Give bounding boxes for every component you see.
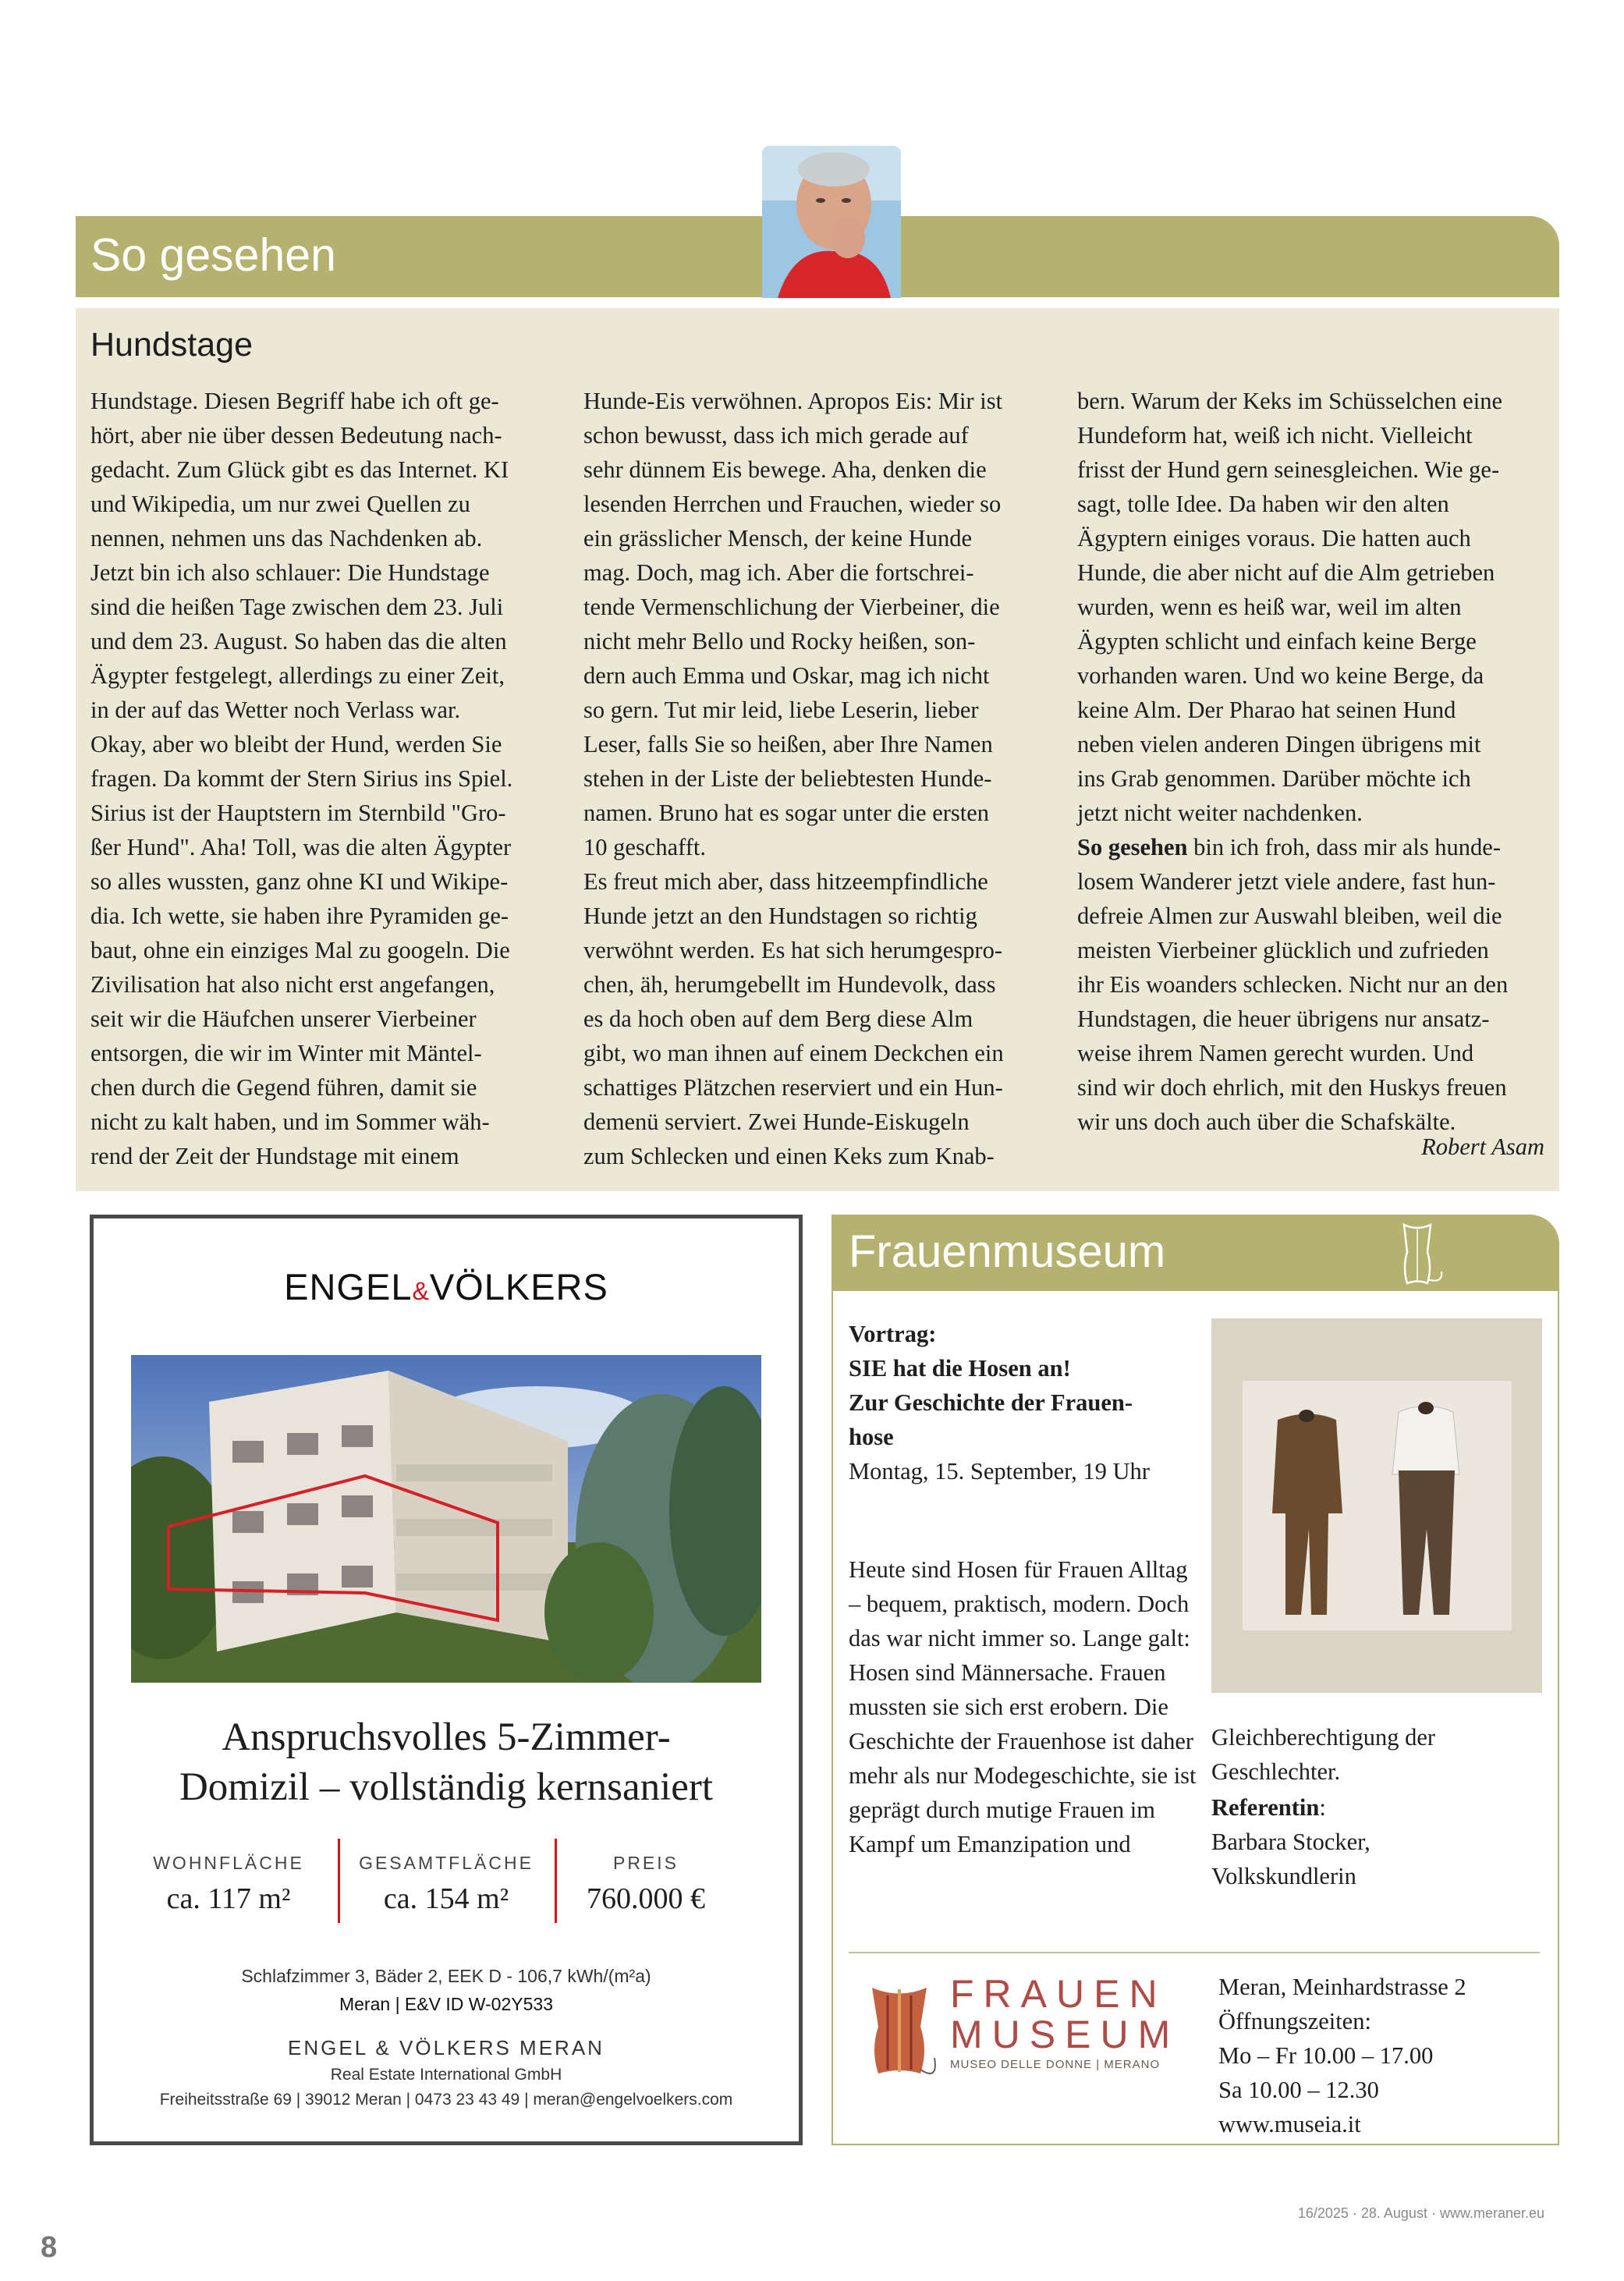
event-subtitle: Zur Geschichte der Frauen- xyxy=(849,1389,1133,1416)
event-intro xyxy=(849,1317,1200,1488)
stat-living-area xyxy=(119,1853,338,1916)
article-column-2: Hunde-Eis verwöhnen. Apropos Eis: Mir ist schon bewusst, dass ich mich gerade auf sehr dünnem Eis bewege. Aha, denken die lesenden Herrchen und Frauchen, wieder so ein grässlicher Mensch, der keine Hunde mag. Doch, mag ich. Aber die fortschrei- tende Vermenschlichung der Vierbeiner, die nicht mehr Bello und Rocky heißen, son- dern auch Emma und Oskar, mag ich nicht so gern. Tut mir leid, liebe Leserin, lieber Leser, falls Sie so heißen, aber Ihre Namen stehen in der Liste der beliebtesten Hunde- namen. Bruno hat es sogar unter die ersten 10 geschafft. Es freut mich aber, dass hitzeempfindliche Hunde jetzt an den Hundstagen so richtig verwöhnt werden. Es hat sich herumgespro- chen, äh, herumgebellt im Hundevolk, dass es da hoch oben auf dem Berg diese Alm gibt, wo man ihnen auf einem Deckchen ein schattiges Plätzchen reserviert und ein Hun- demenü serviert. Zwei Hunde-Eiskugeln zum Schlecken und einen Keks zum Knab- xyxy=(583,388,1004,1169)
stat-label: GESAMTFLÄCHE xyxy=(359,1853,534,1873)
event-subtitle-cont: hose xyxy=(849,1424,894,1450)
stat-label: PREIS xyxy=(612,1853,679,1873)
article-column-1: Hundstage. Diesen Begriff habe ich oft ge- hört, aber nie über dessen Bedeutung nach- gedacht. Zum Glück gibt es das Internet. KI und Wikipedia, um nur zwei Quellen zu nennen, nehmen uns das Nachdenken ab. Jetzt bin ich also schlauer: Die Hundstage sind die heißen Tage zwischen dem 23. Juli und dem 23. August. So haben das die alten Ägypter festgelegt, allerdings zu einer Zeit, in der auf das Wetter noch Verlass war. Okay, aber wo bleibt der Hund, werden Sie fragen. Da kommt der Stern Sirius ins Spiel. Sirius ist der Hauptstern im Sternbild "Gro- ßer Hund". Aha! Toll, was die alten Ägypter so alles wussten, ganz ohne KI und Wikipe- dia. Ich wette, sie haben ihre Pyramiden ge- baut, ohne ein einziges Mal zu googeln. Die Zivilisation hat also nicht erst angefangen, seit wir die Häufchen unserer Vierbeiner entsorgen, die wir im Winter mit Mäntel- chen durch die Gegend führen, damit sie nicht zu kalt haben, und im Sommer wäh- rend der Zeit der Hundstage mit einem xyxy=(90,388,513,1169)
author-portrait xyxy=(762,146,901,298)
stat-total-area xyxy=(337,1853,555,1916)
logo-right: VÖLKERS xyxy=(429,1266,608,1307)
trousers-exhibit-photo xyxy=(1211,1318,1542,1693)
logo-left: ENGEL xyxy=(284,1266,413,1307)
logo-text-frauen: FRAUEN xyxy=(950,1972,1167,2016)
event-title: SIE hat die Hosen an! xyxy=(849,1355,1071,1382)
event-description: Heute sind Hosen für Frauen Alltag – bequem, praktisch, modern. Doch das war nicht immer so. Lange galt: Hosen sind Männersache. Frauen mussten sie sich erst erobern. Die Geschichte der Frauenhose ist daher mehr als nur Modegeschichte, sie ist geprägt durch mutige Frauen im Kampf um Emanzipation und xyxy=(849,1556,1197,1857)
article-column-3-bold: So gesehen xyxy=(1077,834,1188,860)
issue-info: 16/2025 · 28. August · www.meraner.eu xyxy=(1297,2205,1544,2221)
event-description-continued: Gleichberechtigung der Geschlechter. xyxy=(1211,1724,1436,1785)
speaker-role: Volkskundlerin xyxy=(1211,1863,1356,1889)
section-title: Frauenmuseum xyxy=(849,1226,1166,1277)
ad-company: ENGEL & VÖLKERS MERAN xyxy=(288,2036,605,2059)
ad-headline-line2: Domizil – vollständig kernsaniert xyxy=(179,1765,714,1809)
speaker-name: Barbara Stocker, xyxy=(1211,1829,1370,1855)
stat-price xyxy=(537,1853,755,1916)
article-column-3-part1: bern. Warum der Keks im Schüsselchen eine Hundeform hat, weiß ich nicht. Vielleicht frisst der Hund gern seinesgleichen. Wie ge- sagt, tolle Idee. Da haben wir den alten Ägyptern einiges voraus. Die hatten auch Hunde, die aber nicht auf die Alm getrieben wurden, wenn es heiß war, weil im alten Ägypten schlicht und einfach keine Berge vorhanden waren. Und wo keine Berge, da keine Alm. Der Pharao hat seinen Hund neben vielen anderen Dingen übrigens mit ins Grab genommen. Darüber möchte ich jetzt nicht weiter nachdenken. xyxy=(1077,388,1502,826)
ad-company-sub: Real Estate International GmbH xyxy=(330,2066,562,2084)
stat-value: ca. 154 m² xyxy=(383,1882,509,1915)
ad-details: Schlafzimmer 3, Bäder 2, EEK D - 106,7 kWh/(m²a) xyxy=(241,1966,651,1986)
logo-text-museum: MUSEUM xyxy=(950,2013,1180,2056)
event-date: Montag, 15. September, 19 Uhr xyxy=(849,1458,1150,1485)
apartment-building-photo xyxy=(131,1355,761,1683)
ad-headline xyxy=(90,1712,803,1812)
divider xyxy=(849,1952,1540,1953)
article-heading: Hundstage xyxy=(90,326,253,364)
ad-contact: Freiheitsstraße 69 | 39012 Meran | 0473 23 43 49 | meran@engelvoelkers.com xyxy=(159,2091,733,2109)
stat-label: WOHNFLÄCHE xyxy=(153,1853,304,1873)
speaker-label: Referentin xyxy=(1211,1794,1320,1821)
speaker-info: Referentin: Barbara Stocker, Volkskundlerin xyxy=(1211,1794,1370,1889)
ad-headline-line1: Anspruchsvolles 5-Zimmer- xyxy=(222,1715,671,1759)
corset-icon xyxy=(1381,1217,1455,1291)
museum-address: Meran, Meinhardstrasse 2 Öffnungszeiten: Mo – Fr 10.00 – 17.00 Sa 10.00 – 12.30 www.museia.it xyxy=(1218,1974,1466,2137)
ad-id: Meran | E&V ID W-02Y533 xyxy=(339,1994,553,2014)
logo-subtitle: MUSEO DELLE DONNE | MERANO xyxy=(950,2058,1161,2071)
section-title: So gesehen xyxy=(90,229,336,281)
article-column-3 xyxy=(1077,384,1545,1139)
engel-voelkers-logo xyxy=(90,1265,803,1308)
author-signature: Robert Asam xyxy=(1421,1133,1544,1160)
stat-value: ca. 117 m² xyxy=(166,1882,291,1915)
page-number: 8 xyxy=(41,2231,58,2264)
article-column-3-part2: bin ich froh, dass mir als hunde- losem Wanderer jetzt viele andere, fast hun- defreie Almen zur Auswahl bleiben, weil die meisten Vierbeiner glücklich und zufrieden ihr Eis woanders schlecken. Nicht nur an den Hundstagen, die heuer übrigens nur ansatz- weise ihrem Namen gerecht wurden. Und sind wir doch ehrlich, mit den Huskys freuen wir uns doch auch über die Schafskälte. xyxy=(1077,834,1509,1135)
logo-ampersand: & xyxy=(412,1277,430,1305)
event-type: Vortrag: xyxy=(849,1321,937,1347)
stat-value: 760.000 € xyxy=(587,1882,705,1915)
